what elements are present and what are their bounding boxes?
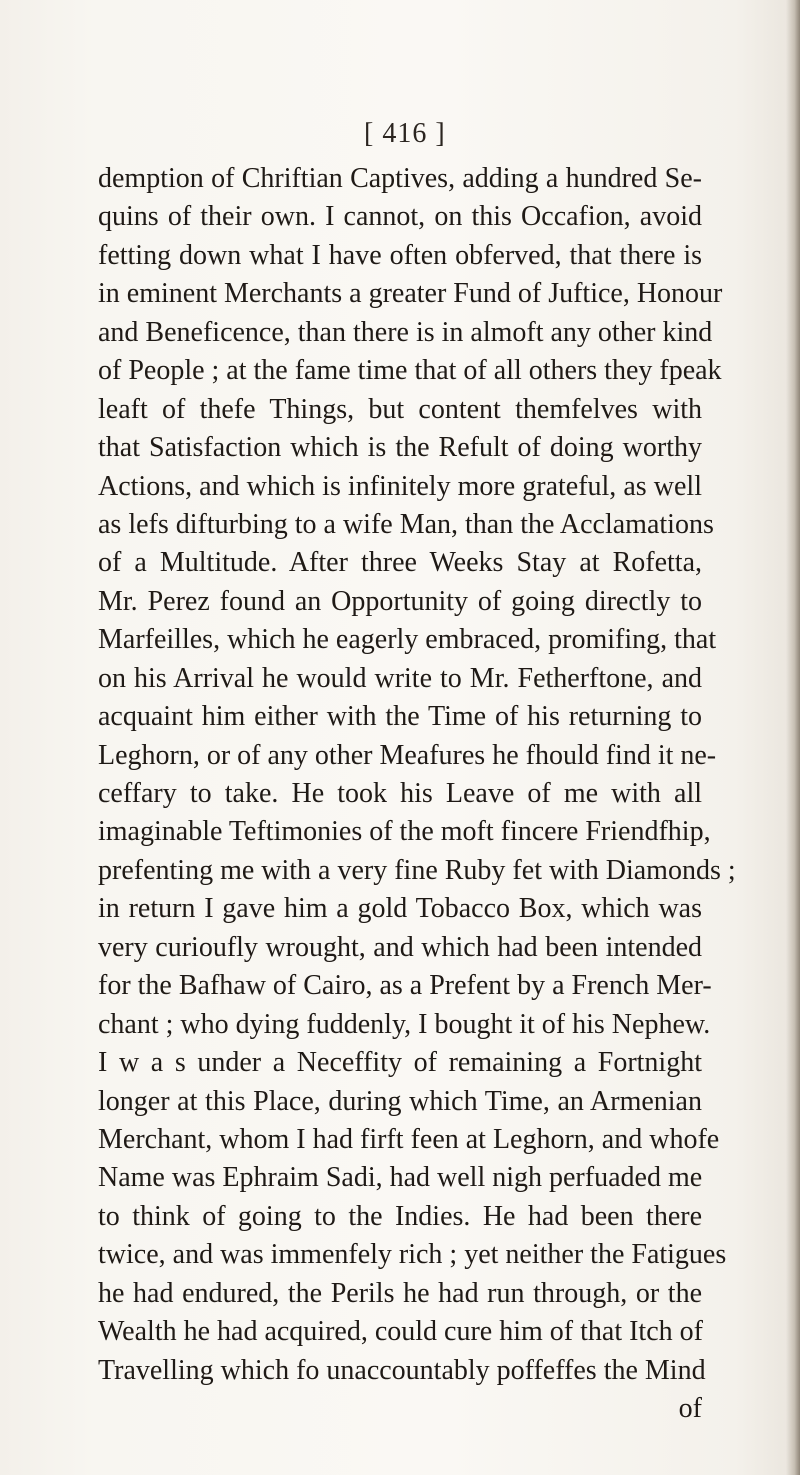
- text-line: ceffary to take. He took his Leave of me with all: [98, 778, 702, 809]
- text-line: Name was Ephraim Sadi, had well nigh perfuaded me: [98, 1162, 703, 1194]
- body-text: [98, 160, 736, 1428]
- text-line: as lefs difturbing to a wife Man, than the Acclamations: [98, 508, 714, 540]
- text-line: Marfeilles, which he eagerly embraced, promifing, that: [98, 624, 717, 656]
- text-line: Mr. Perez found an Opportunity of going directly to: [98, 585, 702, 617]
- text-line: in return I gave him a gold Tobacco Box, which was: [98, 893, 702, 925]
- text-line: and Beneficence, than there is in almoft any other kind: [98, 316, 713, 348]
- text-line: imaginable Teftimonies of the moft fincere Friendfhip,: [98, 816, 711, 848]
- catchword: of: [678, 1393, 702, 1424]
- text-line: of People ; at the fame time that of all others they fpeak: [98, 355, 722, 387]
- text-line: I w a s under a Neceffity of remaining a Fortnight: [98, 1047, 702, 1079]
- text-line: chant ; who dying fuddenly, I bought it of his Nephew.: [98, 1008, 711, 1040]
- text-line: of a Multitude. After three Weeks Stay at Rofetta,: [98, 547, 702, 579]
- text-line: leaft of thefe Things, but content themfelves with: [98, 393, 702, 425]
- text-line: in eminent Merchants a greater Fund of Juftice, Honour: [98, 278, 723, 310]
- page-edge-shadow: [786, 0, 800, 1475]
- text-line: Travelling which fo unaccountably poffeffes the Mind: [98, 1354, 706, 1386]
- text-line: demption of Chriftian Captives, adding a hundred Se-: [98, 163, 702, 194]
- text-line: on his Arrival he would write to Mr. Fetherftone, and: [98, 662, 702, 694]
- text-line: Actions, and which is infinitely more grateful, as well: [98, 470, 702, 502]
- text-line: acquaint him either with the Time of his returning to: [98, 701, 702, 733]
- text-line: Merchant, whom I had firft feen at Leghorn, and whofe: [98, 1123, 720, 1155]
- text-line: fetting down what I have often obferved, that there is: [98, 239, 702, 271]
- text-line: to think of going to the Indies. He had been there: [98, 1200, 702, 1232]
- text-line: prefenting me with a very fine Ruby fet with Diamonds ;: [98, 854, 736, 886]
- text-line: twice, and was immenfely rich ; yet neither the Fatigues: [98, 1239, 727, 1271]
- text-line: he had endured, the Perils he had run through, or the: [98, 1277, 702, 1309]
- text-line: Leghorn, or of any other Meafures he fhould find it ne-: [98, 739, 717, 771]
- text-line: that Satisfaction which is the Refult of doing worthy: [98, 432, 702, 464]
- page-number: [ 416 ]: [364, 118, 446, 149]
- text-line: Wealth he had acquired, could cure him of that Itch of: [98, 1316, 703, 1348]
- text-line: quins of their own. I cannot, on this Occafion, avoid: [98, 201, 702, 233]
- text-line: for the Bafhaw of Cairo, as a Prefent by a French Mer-: [98, 970, 712, 1002]
- text-line: very curioufly wrought, and which had been intended: [98, 931, 702, 963]
- text-line: longer at this Place, during which Time, an Armenian: [98, 1085, 702, 1117]
